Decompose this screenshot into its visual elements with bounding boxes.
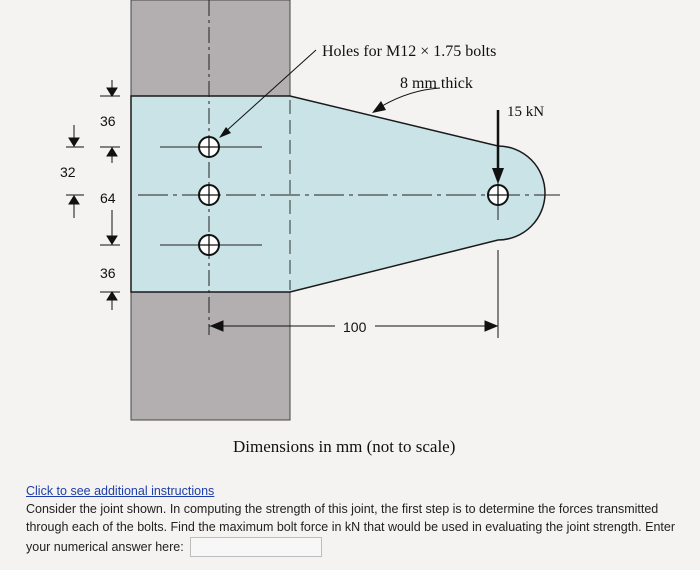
answer-prompt: your numerical answer here:: [26, 540, 184, 554]
dim-36-bottom: 36: [100, 265, 116, 281]
thickness-leader-arrowhead: [372, 101, 386, 113]
dim-36-top: 36: [100, 113, 116, 129]
holes-label: Holes for M12 × 1.75 bolts: [322, 43, 497, 60]
question-text-line-1: Consider the joint shown. In computing the strength of this joint, the first step is to determine the forces transmitted: [26, 502, 659, 516]
question-text-line-2: through each of the bolts. Find the maximum bolt force in kN that would be used in evaluating the joint strength. Enter: [26, 520, 675, 534]
additional-instructions-link[interactable]: Click to see additional instructions: [26, 484, 215, 498]
dim-64: 64: [100, 190, 116, 206]
answer-row: [26, 537, 696, 557]
thickness-label: 8 mm thick: [400, 75, 473, 92]
answer-input[interactable]: [190, 537, 322, 557]
bolt-hole-top: [199, 137, 219, 157]
force-label: 15 kN: [507, 104, 545, 120]
end-hole: [488, 185, 508, 205]
figure-caption: Dimensions in mm (not to scale): [233, 437, 456, 456]
bolt-hole-bottom: [199, 235, 219, 255]
bolt-hole-middle: [199, 185, 219, 205]
dim-100: 100: [343, 319, 367, 335]
bracket-plate: [131, 96, 545, 292]
question-block: [26, 482, 696, 557]
dim-32: 32: [60, 164, 76, 180]
